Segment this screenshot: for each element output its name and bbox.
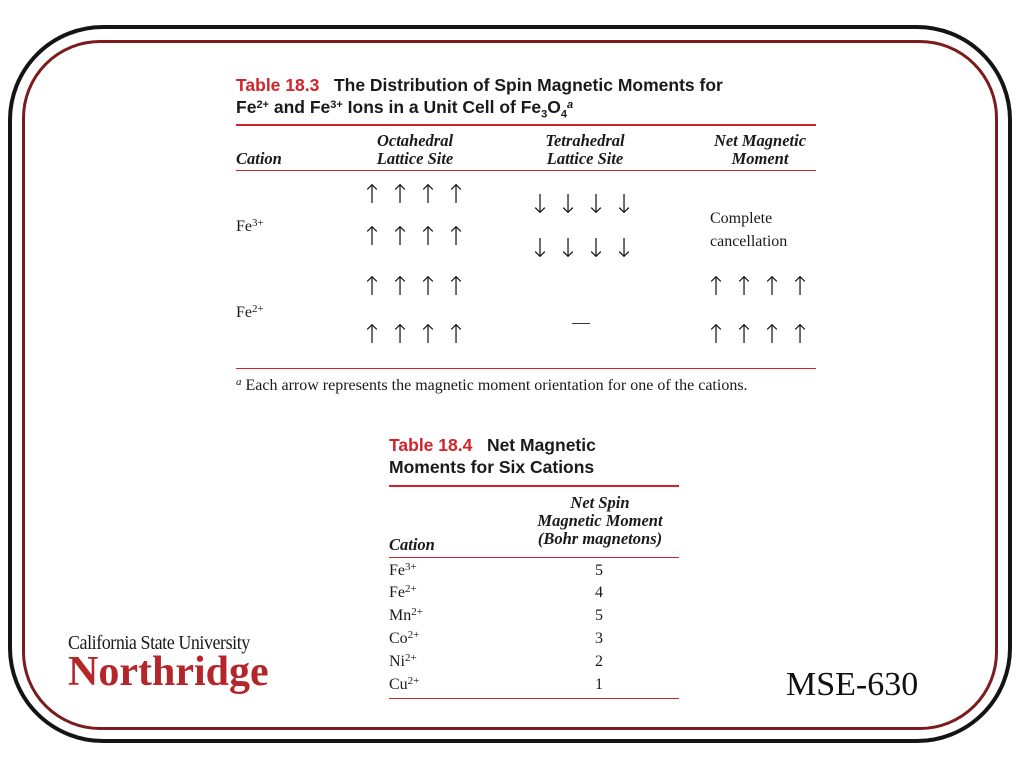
arrow-up-icon: ↑ [389,320,411,350]
arrow-down-icon: ↓ [557,190,579,220]
t3-fe3-octahedral-arrows-top [358,180,470,210]
arrow-up-icon: ↑ [417,180,439,210]
table-18-3-title-line1: The Distribution of Spin Magnetic Moments for [333,75,723,95]
arrow-up-icon: ↑ [789,272,811,302]
course-code: MSE-630 [786,666,919,703]
arrow-down-icon: ↓ [585,234,607,264]
arrow-up-icon: ↑ [361,320,383,350]
arrow-up-icon: ↑ [761,272,783,302]
arrow-up-icon: ↑ [417,272,439,302]
table-row: $Co^{2+}$ 3 [389,629,603,647]
university-logo-line1: California State University [68,632,250,654]
t3-row-fe2-cation: $Fe^{2+}$ [236,303,264,321]
arrow-down-icon: ↓ [613,190,635,220]
table-row: $Ni^{2+}$ 2 [389,652,603,670]
arrow-up-icon: ↑ [389,222,411,252]
t3-fe2-octahedral-arrows-bottom [358,320,470,350]
arrow-down-icon: ↓ [557,234,579,264]
t3-row-fe3-cation: $Fe^{3+}$ [236,217,264,235]
table-row: $Mn^{2+}$ 5 [389,606,603,624]
arrow-up-icon: ↑ [417,222,439,252]
table-row: $Fe^{2+}$ 4 [389,583,603,601]
t3-header-octahedral: Octahedral Lattice Site [376,131,454,168]
table-18-4-top-rule [389,485,679,487]
t3-fe3-tetrahedral-arrows-top [526,190,638,220]
arrow-up-icon: ↑ [417,320,439,350]
table-18-4-header-rule [389,557,679,558]
table-row: $Cu^{2+}$ 1 [389,675,603,693]
table-18-4-title: Table 18.4 Net Magnetic Moments for Six Cations [389,435,596,477]
arrow-down-icon: ↓ [613,234,635,264]
t3-header-net-moment: Net Magnetic Moment [713,131,807,168]
arrow-up-icon: ↑ [445,180,467,210]
arrow-up-icon: ↑ [445,320,467,350]
arrow-down-icon: ↓ [529,190,551,220]
t3-header-cation: Cation [236,149,282,168]
t4-header-cation: Cation [389,535,435,554]
arrow-down-icon: ↓ [529,234,551,264]
arrow-up-icon: ↑ [789,320,811,350]
arrow-down-icon: ↓ [585,190,607,220]
table-18-4-bottom-rule [389,698,679,699]
table-18-3-top-rule [236,124,816,126]
t3-fe2-tetrahedral-dash: — [572,312,590,332]
t3-fe3-tetrahedral-arrows-bottom [526,234,638,264]
arrow-up-icon: ↑ [733,272,755,302]
arrow-up-icon: ↑ [733,320,755,350]
t3-fe3-octahedral-arrows-bottom [358,222,470,252]
table-18-3-header-rule [236,170,816,171]
arrow-up-icon: ↑ [389,180,411,210]
t3-fe2-net-arrows-top [702,272,814,302]
arrow-up-icon: ↑ [445,222,467,252]
table-row: $Fe^{3+}$ 5 [389,561,603,579]
table-18-3-title-line2: $Fe^{2+}$ and $Fe^{3+}$ Ions in a Unit Cell of $Fe_3O_4^a$ [236,97,574,121]
t4-header-moment: Net Spin Magnetic Moment (Bohr magnetons) [537,493,663,548]
t3-fe3-net-moment: Complete cancellation [710,210,788,250]
t3-fe2-net-arrows-bottom [702,320,814,350]
arrow-up-icon: ↑ [389,272,411,302]
table-18-3-number: Table 18.3 [236,75,320,95]
arrow-up-icon: ↑ [445,272,467,302]
t3-fe2-octahedral-arrows-top [358,272,470,302]
arrow-up-icon: ↑ [705,272,727,302]
table-18-3-bottom-rule [236,368,816,369]
arrow-up-icon: ↑ [361,272,383,302]
arrow-up-icon: ↑ [761,320,783,350]
table-18-4-number: Table 18.4 [389,435,473,455]
arrow-up-icon: ↑ [705,320,727,350]
table-18-3-footnote: $^a$ Each arrow represents the magnetic moment orientation for one of the cations. [236,376,748,394]
t3-header-tetrahedral: Tetrahedral Lattice Site [545,131,625,168]
university-logo-line2: Northridge [68,649,269,695]
arrow-up-icon: ↑ [361,180,383,210]
arrow-up-icon: ↑ [361,222,383,252]
table-18-3-title [236,74,816,126]
